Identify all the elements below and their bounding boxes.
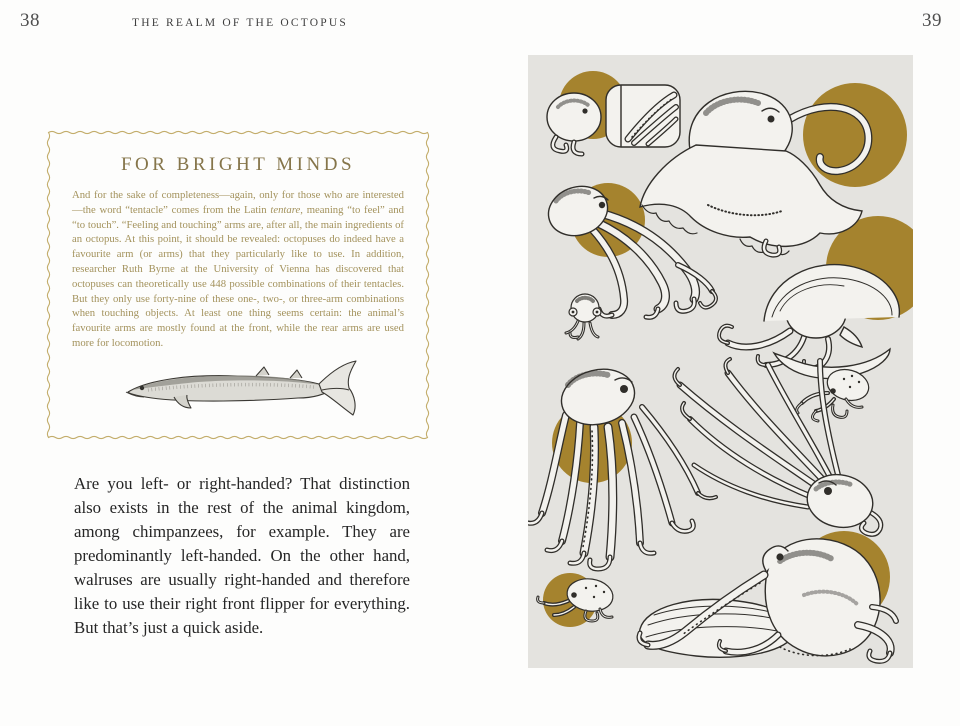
infobox-body-text: , meaning “to feel” and “to touch”. “Feeling and touching” arms are, after all, the main ingredients of an octopus. At this point, it should be revealed: octopuses do indeed have a favourite arm (or arms) that they particularly like to use. In addition, researcher Ruth Byrne at the University of Vienna has discovered that octopuses can theoretically use 448 possible combinations of their tentacles. But they only use forty-nine of these one-, two-, or three-arm combinations when touching objects. At least one thing seems certain: the animal’s favourite arms are mostly found at the front, while the rear arms are used more for locomotion.: [72, 203, 404, 349]
octopus-in-tin-illustration: [547, 85, 680, 154]
fish-dorsal-fin: [256, 367, 269, 376]
fish-eye: [140, 386, 144, 390]
fish-illustration: [118, 350, 358, 430]
running-header: THE REALM OF THE OCTOPUS: [132, 17, 348, 29]
page-number-left: 38: [20, 10, 40, 31]
gold-circle: [803, 83, 907, 187]
octopus-illustration-panel: [528, 55, 913, 668]
infobox-body-text: And for the sake of completeness—again, only for those who are interested—the word “tentacle” comes from the Latin: [72, 189, 404, 216]
tiny-octopus-illustration: [566, 294, 601, 339]
bright-minds-infobox: [46, 130, 430, 440]
body-paragraph: Are you left- or right-handed? That distinction also exists in the rest of the animal kingdom, among chimpanzees, for example. They are predominantly left-handed. On the other hand, walruses are usually right-handed and therefore like to use their right front flipper for everything. But that’s just a quick aside.: [74, 474, 410, 637]
infobox-body: [72, 188, 404, 351]
fish-second-dorsal-fin: [290, 370, 302, 378]
tentacle-highlight: [728, 373, 824, 481]
infobox-body-italic: tentare: [270, 203, 301, 216]
coconut-shell-octopus-illustration: [719, 265, 899, 379]
infobox-title: FOR BRIGHT MINDS: [120, 154, 356, 175]
octopus-on-shell-illustration: [639, 539, 896, 662]
tentacle-highlight: [690, 419, 812, 497]
page-number-right: 39: [922, 10, 942, 31]
